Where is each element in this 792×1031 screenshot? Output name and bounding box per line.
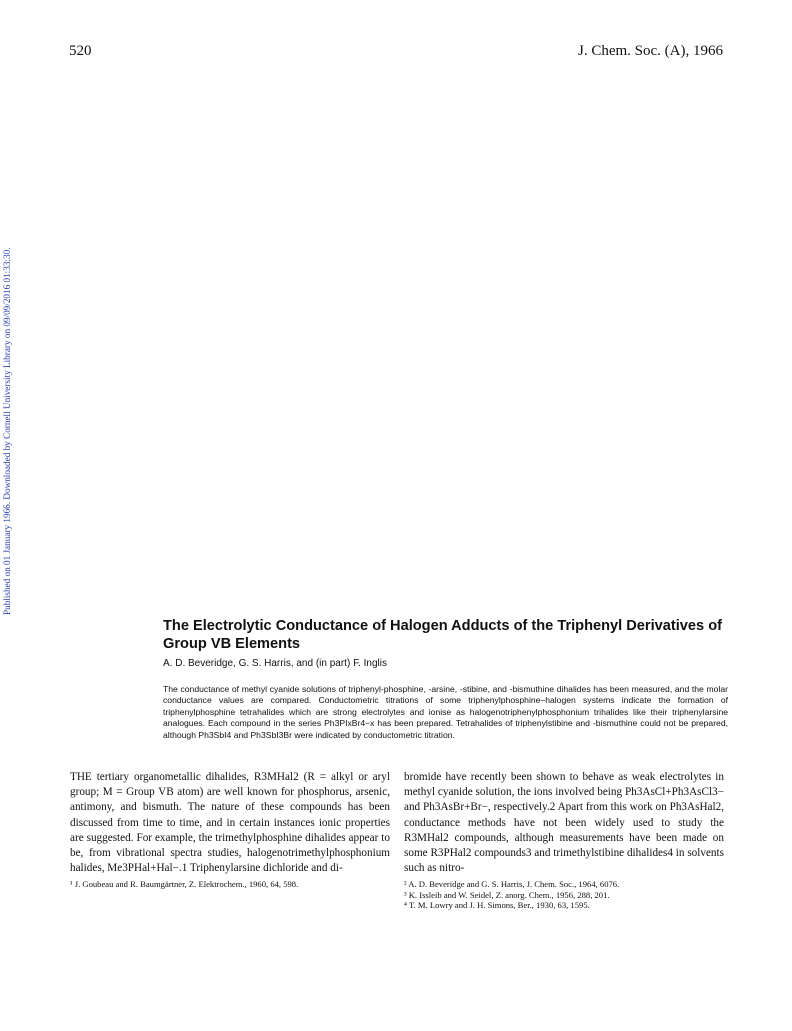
article-authors: A. D. Beveridge, G. S. Harris, and (in part) F. Inglis <box>163 658 387 669</box>
right-column <box>404 770 724 911</box>
download-notice: Published on 01 January 1966. Downloaded by Cornell University Library on 09/09/2016 01:33:30. <box>2 247 12 615</box>
body-paragraph: THE tertiary organometallic dihalides, R3MHal2 (R = alkyl or aryl group; M = Group VB atom) are well known for phosphorus, arsenic, antimony, and bismuth. The nature of these compounds has been discussed from time to time, and in certain instances ionic properties are suggested. For example, the trimethylphosphine dihalides appear to be, from vibrational spectra studies, halogenotrimethylphosphonium halides, Me3PHal+Hal−.1 Triphenylarsine dichloride and di- <box>70 771 390 875</box>
article-abstract: The conductance of methyl cyanide solutions of triphenyl-phosphine, -arsine, -stibine, and -bismuthine dihalides has been measured, and the molar conductance values are compared. Conductometric titrations of some triphenylphosphine–halogen systems indicate the formation of triphenylphosphine tetrahalides which are strong electrolytes and ionise as halogenotriphenylphosphonium trihalides like their triphenylarsine analogues. Each compound in the series Ph3PIxBr4−x has been prepared. Tetrahalides of triphenylstibine and -bismuthine could not be prepared, although Ph3SbI4 and Ph3SbI3Br were indicated by conductometric titration. <box>163 684 728 740</box>
footnote: ² A. D. Beveridge and G. S. Harris, J. Chem. Soc., 1964, 6076. <box>404 879 620 890</box>
journal-header: J. Chem. Soc. (A), 1966 <box>578 43 723 59</box>
body-paragraph: bromide have recently been shown to behave as weak electrolytes in methyl cyanide solution, the ions involved being Ph3AsCl+Ph3AsCl3− and Ph3AsBr+Br−, respectively.2 Apart from this work on Ph3AsHal2, conductance methods have not been widely used to study the R3MHal2 compounds, although measurements have been made on some R3PHal2 compounds3 and trimethylstibine dihalides4 in solvents such as nitro- <box>404 771 724 875</box>
footnote: ¹ J. Goubeau and R. Baumgärtner, Z. Elektrochem., 1960, 64, 598. <box>70 879 299 890</box>
footnote-list <box>70 879 390 889</box>
footnote: ³ K. Issleib and W. Seidel, Z. anorg. Chem., 1956, 288, 201. <box>404 889 610 900</box>
left-column <box>70 770 390 890</box>
footnote: ⁴ T. M. Lowry and J. H. Simons, Ber., 1930, 63, 1595. <box>404 900 590 911</box>
page-number: 520 <box>69 43 92 59</box>
footnote-list <box>404 879 724 910</box>
article-title: The Electrolytic Conductance of Halogen Adducts of the Triphenyl Derivatives of Group VB Elements <box>163 618 722 652</box>
